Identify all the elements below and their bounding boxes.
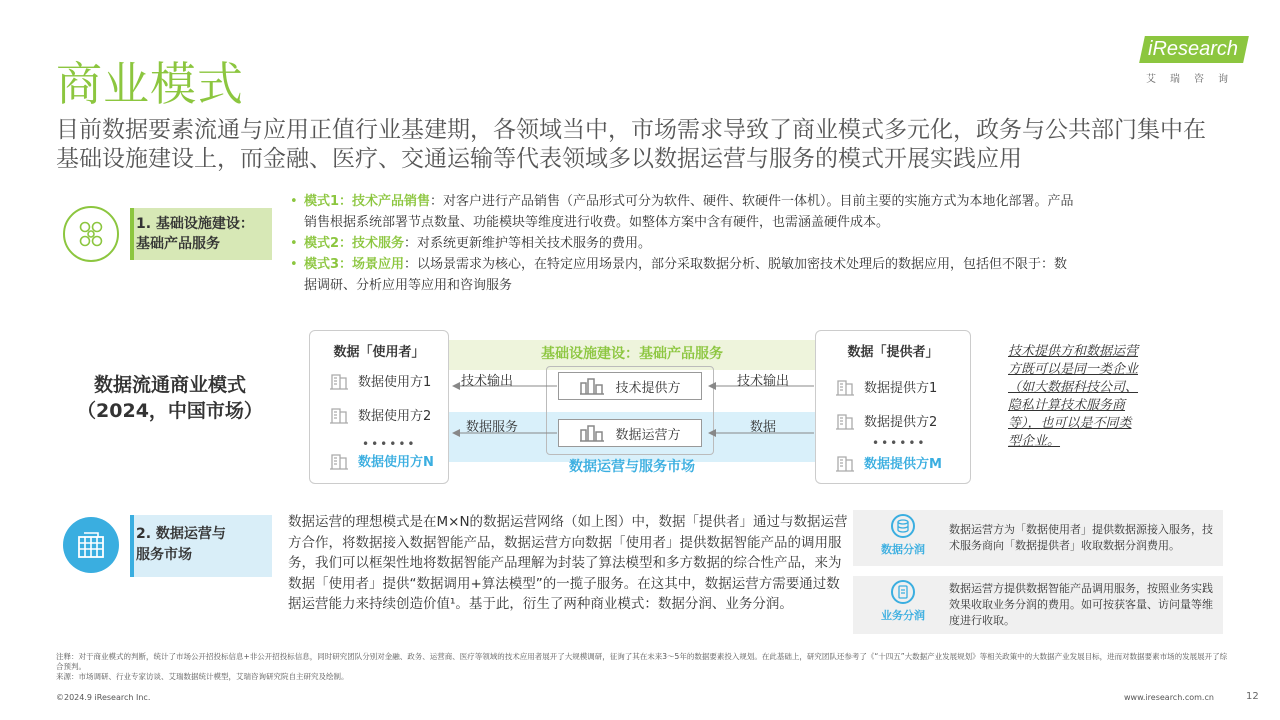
user-label-n: 数据使用方N	[358, 454, 434, 470]
section1-label	[130, 208, 272, 260]
business-share-card	[853, 576, 1223, 634]
flow-label-data: 数据	[750, 420, 777, 435]
building-grid-icon	[63, 517, 119, 573]
user-row-2	[328, 403, 431, 425]
logo-subtext: 艾瑞咨询	[1146, 74, 1242, 85]
diagram-title	[56, 372, 284, 424]
section2-label-line1: 2. 数据运营与	[136, 526, 226, 542]
website-link[interactable]: www.iresearch.com.cn	[1124, 693, 1214, 702]
data-share-caption: 数据分润	[881, 543, 925, 556]
provider-dots: ••••••	[872, 436, 927, 450]
diagram-note: 技术提供方和数据运营方既可以是同一类企业（如大数据科技公司、隐私计算技术服务商等），也可以是不同类型企业。	[1008, 344, 1139, 449]
footnote-source: 来源：市场调研、行业专家访谈、艾瑞数据统计模型，艾瑞咨询研究院自主研究及绘制。	[56, 672, 349, 681]
copyright: ©2024.9 iResearch Inc.	[56, 693, 151, 702]
user-row-1	[328, 369, 431, 391]
user-row-n	[328, 449, 434, 471]
business-share-icon-wrap	[875, 580, 931, 623]
user-label-2: 数据使用方2	[358, 408, 432, 424]
building-icon	[328, 403, 350, 425]
data-share-card	[853, 510, 1223, 566]
provider-box-head: 数据「提供者」	[847, 345, 939, 360]
flow-label-data-service: 数据服务	[466, 420, 519, 435]
section2-label-line2: 服务市场	[136, 547, 192, 563]
iresearch-logo	[1140, 36, 1250, 86]
logo-text: iResearch	[1148, 38, 1239, 60]
mode-1-key: 模式1：技术产品销售	[304, 194, 431, 209]
mode-3-key: 模式3：场景应用	[304, 257, 405, 272]
flow-label-tech-out-left: 技术输出	[461, 374, 514, 389]
footnote	[56, 652, 1231, 682]
building-icon	[328, 449, 350, 471]
provider-row-1	[834, 375, 937, 397]
provider-label-2: 数据提供方2	[864, 414, 938, 430]
building-icon	[834, 451, 856, 473]
provider-row-m	[834, 451, 942, 473]
mode-3-text: ：以场景需求为核心，在特定应用场景内，部分采取数据分析、脱敏加密技术处理后的数据应用，包括但不限于：数据调研、分析应用等应用和咨询服务	[304, 257, 1068, 293]
page-title: 商业模式	[56, 57, 244, 111]
flow-label-tech-out-right: 技术输出	[737, 374, 790, 389]
building-icon	[834, 409, 856, 431]
tech-provider-label: 技术提供方	[615, 380, 681, 396]
business-share-caption: 业务分润	[881, 609, 925, 622]
data-share-icon-wrap	[875, 514, 931, 557]
mode-1-text: ：对客户进行产品销售（产品形式可分为软件、硬件、软硬件一体机）。目前主要的实施方式为本地化部署。产品销售根据系统部署节点数量、功能模块等维度进行收费。如整体方案中含有硬件，也需涵盖硬件成本。	[304, 194, 1074, 230]
mode-2-key: 模式2：技术服务	[304, 236, 405, 251]
document-icon	[891, 580, 915, 604]
database-icon	[891, 514, 915, 538]
user-box-head: 数据「使用者」	[333, 345, 425, 360]
data-share-text: 数据运营方为「数据使用者」提供数据源接入服务，技术服务商向「数据提供者」收取数据分润费用。	[949, 523, 1213, 552]
footnote-note: 注释：对于商业模式的判断，统计了市场公开招投标信息+非公开招投标信息，同时研究团队分别对金融、政务、运营商、医疗等领域的技术应用者展开了大规模调研，征询了其在未来3～5年的数据要素投入规划。在此基础上，研究团队还参考了《“十四五”大数据产业发展规划》等相关政策中的大数据产业发展目标，进而对数据要素市场的发展展开了综合预判。	[56, 652, 1228, 671]
page-number: 12	[1246, 691, 1259, 702]
provider-row-2	[834, 409, 937, 431]
mode-2-text: ：对系统更新维护等相关技术服务的费用。	[404, 236, 652, 251]
provider-label-1: 数据提供方1	[864, 380, 938, 396]
provider-label-m: 数据提供方M	[864, 456, 942, 472]
data-provider-box	[815, 330, 971, 484]
section1-label-line1: 1. 基础设施建设：	[136, 216, 254, 232]
building-icon	[328, 369, 350, 391]
diagram-title-line1: 数据流通商业模式	[93, 374, 246, 396]
page-subtitle: 目前数据要素流通与应用正值行业基建期，各领域当中，市场需求导致了商业模式多元化，政务与公共部门集中在基础设施建设上，而金融、医疗、交通运输等代表领域多以数据运营与服务的模式开展实践应用	[56, 117, 1206, 172]
section1-label-line2: 基础产品服务	[136, 236, 220, 252]
data-user-box	[309, 330, 449, 484]
mode-item-3	[288, 254, 1078, 296]
user-label-1: 数据使用方1	[358, 374, 432, 390]
mode-item-2	[288, 233, 1078, 254]
section2-paragraph: 数据运营的理想模式是在M×N的数据运营网络（如上图）中，数据「提供者」通过与数据运营方合作，将数据接入数据智能产品，数据运营方向数据「使用者」提供数据智能产品的调用服务，我们可以框架性地将数据智能产品理解为封装了算法模型和多方数据的综合性产品，来为数据「使用者」提供“数据调用+算法模型”的一揽子服务。在这其中，数据运营方需要通过数据运营能力来持续创造价值¹。基于此，衍生了两种商业模式：数据分润、业务分润。	[288, 514, 848, 612]
mode-list	[288, 191, 1078, 296]
network-icon	[63, 206, 119, 262]
operation-band-label: 数据运营与服务市场	[569, 459, 695, 475]
mode-item-1	[288, 191, 1078, 233]
section2-label	[130, 515, 272, 577]
user-dots: ••••••	[362, 437, 417, 451]
infrastructure-band-label: 基础设施建设：基础产品服务	[541, 346, 723, 362]
diagram-title-line2: （2024，中国市场）	[77, 400, 263, 422]
business-share-text: 数据运营方提供数据智能产品调用服务，按照业务实践效果收取业务分润的费用。如可按获客量、访问量等维度进行收取。	[949, 582, 1213, 627]
building-icon	[834, 375, 856, 397]
data-operator-label: 数据运营方	[615, 427, 681, 443]
